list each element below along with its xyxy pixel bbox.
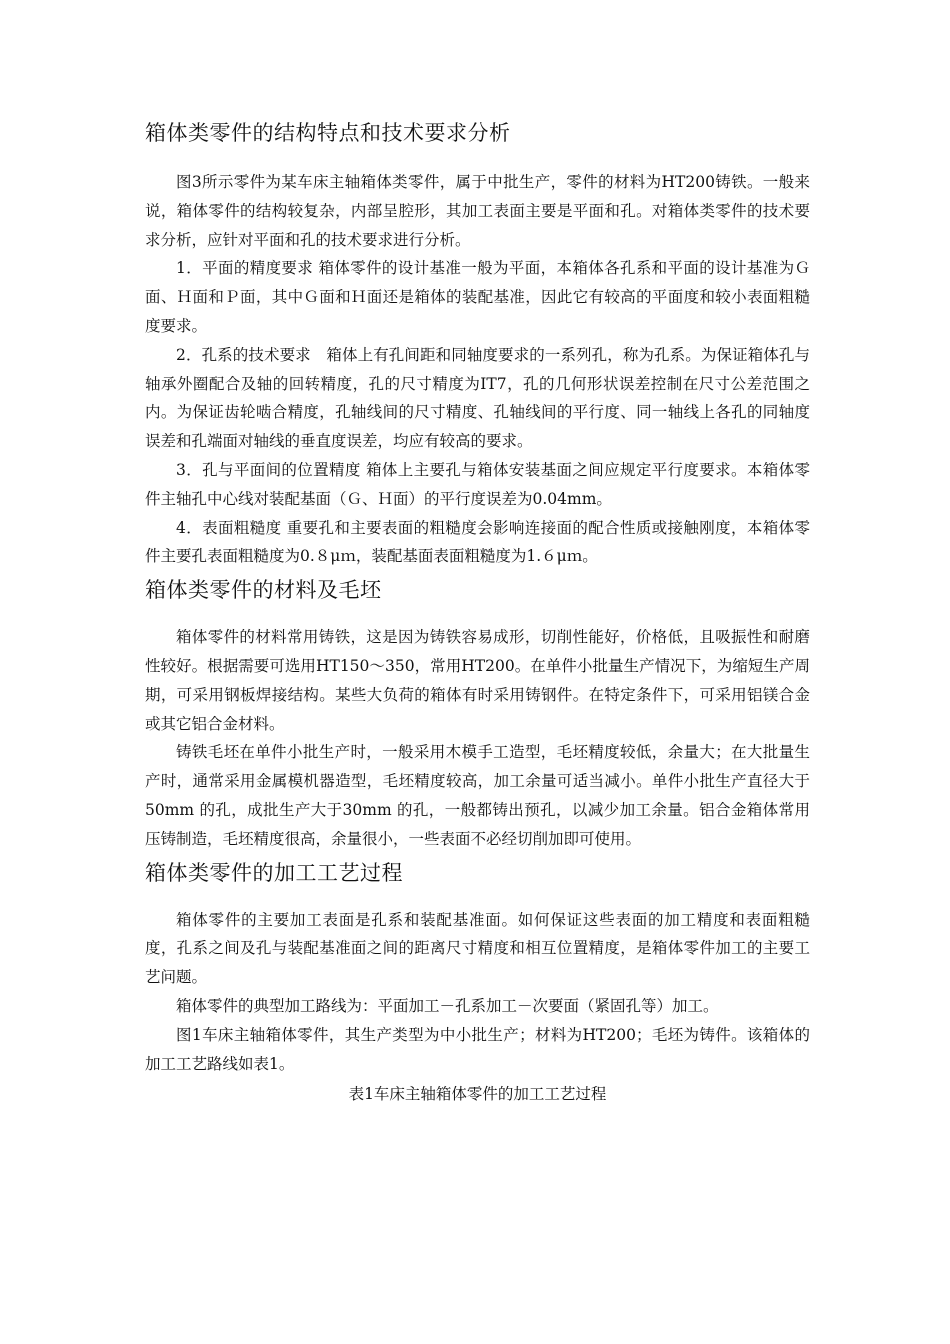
paragraph: 箱体零件的典型加工路线为：平面加工－孔系加工－次要面（紧固孔等）加工。: [176, 996, 719, 1015]
table-caption: 表1车床主轴箱体零件的加工工艺过程: [348, 1085, 607, 1104]
paragraph: 图3所示零件为某车床主轴箱体类零件，属于中批生产，零件的材料为HT200铸铁。一般来说，箱体零件的结构较复杂，内部呈腔形，其加工表面主要是平面和孔。对箱体类零件的技术要求分析，应针对平面和孔的技术要求进行分析。: [145, 173, 810, 249]
section-title-material: 箱体类零件的材料及毛坯: [145, 578, 382, 603]
paragraph: 1．平面的精度要求 箱体零件的设计基准一般为平面，本箱体各孔系和平面的设计基准为Ｇ面、Ｈ面和Ｐ面，其中Ｇ面和Ｈ面还是箱体的装配基准，因此它有较高的平面度和较小表面粗糙度要求。: [145, 259, 810, 335]
paragraph: 箱体零件的材料常用铸铁，这是因为铸铁容易成形，切削性能好，价格低，且吸振性和耐磨性较好。根据需要可选用HT150～350，常用HT200。在单件小批量生产情况下，为缩短生产周期，可采用钢板焊接结构。某些大负荷的箱体有时采用铸钢件。在特定条件下，可采用铝镁合金或其它铝合金材料。: [145, 628, 810, 733]
section-title-structure: 箱体类零件的结构特点和技术要求分析: [145, 121, 511, 145]
paragraph: 铸铁毛坯在单件小批生产时，一般采用木模手工造型，毛坯精度较低，余量大；在大批量生产时，通常采用金属模机器造型，毛坯精度较高，加工余量可适当减小。单件小批生产直径大于50mm 的孔，成批生产大于30mm 的孔，一般都铸出预孔，以减少加工余量。铝合金箱体常用压铸制造，毛坯精度很高，余量很小，一些表面不必经切削加即可使用。: [145, 743, 810, 848]
paragraph: 3．孔与平面间的位置精度 箱体上主要孔与箱体安装基面之间应规定平行度要求。本箱体零件主轴孔中心线对装配基面（Ｇ、Ｈ面）的平行度误差为0.04mm。: [145, 460, 810, 508]
paragraph: 4．表面粗糙度 重要孔和主要表面的粗糙度会影响连接面的配合性质或接触刚度，本箱体零件主要孔表面粗糙度为0.８μｍ，装配基面表面粗糙度为1.６μｍ。: [145, 518, 810, 566]
paragraph: 图1车床主轴箱体零件，其生产类型为中小批生产；材料为HT200；毛坯为铸件。该箱体的加工工艺路线如表1。: [145, 1025, 810, 1073]
paragraph: 箱体零件的主要加工表面是孔系和装配基准面。如何保证这些表面的加工精度和表面粗糙度，孔系之间及孔与装配基准面之间的距离尺寸精度和相互位置精度，是箱体零件加工的主要工艺问题。: [145, 910, 810, 987]
document-page: [145, 118, 810, 1109]
section-title-process: 箱体类零件的加工工艺过程: [145, 860, 403, 885]
paragraph: 2．孔系的技术要求 箱体上有孔间距和同轴度要求的一系列孔，称为孔系。为保证箱体孔与轴承外圈配合及轴的回转精度，孔的尺寸精度为IT7，孔的几何形状误差控制在尺寸公差范围之内。为保证齿轮啮合精度，孔轴线间的尺寸精度、孔轴线间的平行度、同一轴线上各孔的同轴度误差和孔端面对轴线的垂直度误差，均应有较高的要求。: [145, 345, 810, 451]
